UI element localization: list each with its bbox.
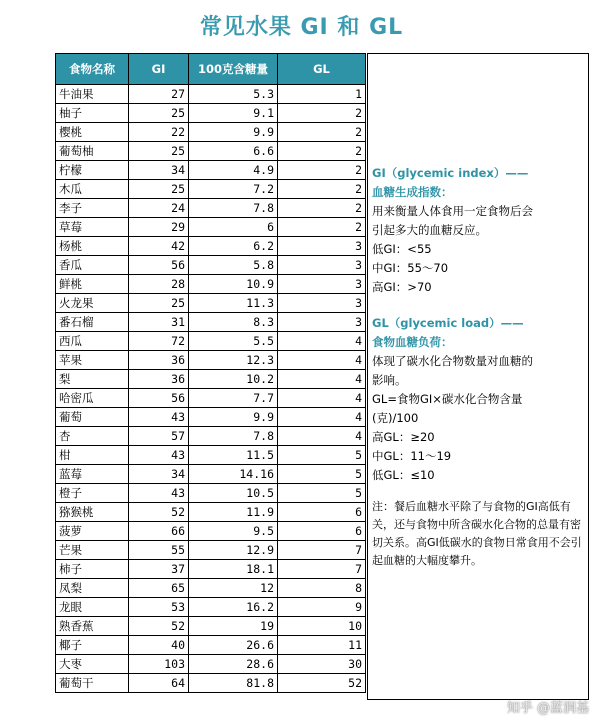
gl-heading: GL（glycemic load）—— — [372, 316, 524, 330]
gi-cell: 42 — [129, 237, 189, 256]
sugar-cell: 5.5 — [189, 332, 278, 351]
food-name-cell: 哈密瓜 — [56, 389, 129, 408]
table-row — [56, 389, 366, 408]
gl-cell: 3 — [278, 256, 366, 275]
gl-cell: 8 — [278, 579, 366, 598]
gi-cell: 56 — [129, 389, 189, 408]
gl-cell: 5 — [278, 484, 366, 503]
gl-cell: 2 — [278, 104, 366, 123]
gi-cell: 72 — [129, 332, 189, 351]
gl-cell: 7 — [278, 560, 366, 579]
gl-line: 高GL：≥20 — [372, 430, 435, 444]
gi-subheading: 血糖生成指数： — [372, 185, 453, 199]
gi-cell: 34 — [129, 161, 189, 180]
gi-cell: 22 — [129, 123, 189, 142]
table-row — [56, 313, 366, 332]
gl-cell: 11 — [278, 636, 366, 655]
gi-explanation — [372, 164, 584, 297]
gl-line: 中GL：11～19 — [372, 449, 452, 463]
gi-cell: 25 — [129, 294, 189, 313]
gi-cell: 36 — [129, 351, 189, 370]
sugar-cell: 9.9 — [189, 123, 278, 142]
gl-cell: 3 — [278, 313, 366, 332]
table-row — [56, 636, 366, 655]
explanation-panel — [367, 53, 589, 700]
sugar-cell: 10.5 — [189, 484, 278, 503]
table-row — [56, 655, 366, 674]
gi-cell: 64 — [129, 674, 189, 693]
gi-cell: 27 — [129, 85, 189, 104]
sugar-cell: 26.6 — [189, 636, 278, 655]
table-row — [56, 427, 366, 446]
table-row — [56, 85, 366, 104]
gl-cell: 2 — [278, 199, 366, 218]
table-row — [56, 351, 366, 370]
gl-line: 体现了碳水化合物数量对血糖的 — [372, 354, 533, 368]
note-text: 注：餐后血糖水平除了与食物的GI高低有关，还与食物中所含碳水化合物的总量有密切关系。高GI低碳水的食物日常食用不会引起血糖的大幅度攀升。 — [372, 500, 582, 567]
sugar-cell: 5.3 — [189, 85, 278, 104]
sugar-cell: 18.1 — [189, 560, 278, 579]
table-body — [56, 85, 366, 693]
food-name-cell: 樱桃 — [56, 123, 129, 142]
table-row — [56, 408, 366, 427]
sugar-cell: 11.3 — [189, 294, 278, 313]
gi-cell: 66 — [129, 522, 189, 541]
table-row — [56, 104, 366, 123]
sugar-cell: 16.2 — [189, 598, 278, 617]
gi-cell: 40 — [129, 636, 189, 655]
gl-cell: 30 — [278, 655, 366, 674]
gi-cell: 55 — [129, 541, 189, 560]
sugar-cell: 4.9 — [189, 161, 278, 180]
gl-line: GL=食物GI×碳水化合物含量 — [372, 392, 523, 406]
table-row — [56, 275, 366, 294]
gl-cell: 2 — [278, 142, 366, 161]
gl-cell: 3 — [278, 237, 366, 256]
table-row — [56, 674, 366, 693]
gl-cell: 6 — [278, 522, 366, 541]
food-name-cell: 柑 — [56, 446, 129, 465]
table-row — [56, 598, 366, 617]
food-name-cell: 橙子 — [56, 484, 129, 503]
sugar-cell: 7.8 — [189, 199, 278, 218]
gi-cell: 103 — [129, 655, 189, 674]
sugar-cell: 7.8 — [189, 427, 278, 446]
table-row — [56, 579, 366, 598]
food-name-cell: 龙眼 — [56, 598, 129, 617]
gi-cell: 53 — [129, 598, 189, 617]
table-row — [56, 161, 366, 180]
gl-cell: 2 — [278, 161, 366, 180]
gl-cell: 3 — [278, 294, 366, 313]
gi-cell: 56 — [129, 256, 189, 275]
gl-cell: 4 — [278, 408, 366, 427]
sugar-cell: 11.5 — [189, 446, 278, 465]
gi-cell: 34 — [129, 465, 189, 484]
sugar-cell: 9.5 — [189, 522, 278, 541]
sugar-cell: 5.8 — [189, 256, 278, 275]
sugar-cell: 9.1 — [189, 104, 278, 123]
sugar-cell: 81.8 — [189, 674, 278, 693]
gi-line: 中GI：55～70 — [372, 261, 449, 275]
food-name-cell: 杨桃 — [56, 237, 129, 256]
food-name-cell: 蓝莓 — [56, 465, 129, 484]
gl-cell: 5 — [278, 446, 366, 465]
gi-cell: 43 — [129, 408, 189, 427]
gl-cell: 4 — [278, 351, 366, 370]
gi-line: 高GI：>70 — [372, 280, 432, 294]
gi-gl-table — [55, 53, 366, 693]
page-title: 常见水果 GI 和 GL — [199, 15, 404, 40]
food-name-cell: 凤梨 — [56, 579, 129, 598]
gi-line: 低GI：<55 — [372, 242, 432, 256]
sugar-cell: 9.9 — [189, 408, 278, 427]
food-name-cell: 菠萝 — [56, 522, 129, 541]
gl-cell: 7 — [278, 541, 366, 560]
sugar-cell: 12.9 — [189, 541, 278, 560]
table-row — [56, 142, 366, 161]
gl-cell: 1 — [278, 85, 366, 104]
gl-cell: 4 — [278, 389, 366, 408]
sugar-cell: 6 — [189, 218, 278, 237]
gl-cell: 6 — [278, 503, 366, 522]
header-gl: GL — [278, 54, 366, 85]
header-gi: GI — [129, 54, 189, 85]
table-row — [56, 484, 366, 503]
table-row — [56, 503, 366, 522]
table-row — [56, 180, 366, 199]
food-name-cell: 柚子 — [56, 104, 129, 123]
watermark: 知乎 @蓝润基 — [506, 701, 589, 716]
gi-cell: 52 — [129, 503, 189, 522]
table-row — [56, 123, 366, 142]
gl-subheading: 食物血糖负荷： — [372, 335, 453, 349]
table-row — [56, 446, 366, 465]
gi-cell: 57 — [129, 427, 189, 446]
food-name-cell: 芒果 — [56, 541, 129, 560]
gl-cell: 2 — [278, 180, 366, 199]
gl-line: (克)/100 — [372, 411, 419, 425]
gl-cell: 10 — [278, 617, 366, 636]
table-row — [56, 522, 366, 541]
food-name-cell: 椰子 — [56, 636, 129, 655]
gi-cell: 43 — [129, 484, 189, 503]
food-name-cell: 李子 — [56, 199, 129, 218]
sugar-cell: 14.16 — [189, 465, 278, 484]
food-name-cell: 火龙果 — [56, 294, 129, 313]
gi-cell: 25 — [129, 142, 189, 161]
food-name-cell: 柿子 — [56, 560, 129, 579]
sugar-cell: 6.2 — [189, 237, 278, 256]
sugar-cell: 8.3 — [189, 313, 278, 332]
food-name-cell: 葡萄干 — [56, 674, 129, 693]
food-name-cell: 鲜桃 — [56, 275, 129, 294]
gi-cell: 25 — [129, 104, 189, 123]
sugar-cell: 10.9 — [189, 275, 278, 294]
sugar-cell: 7.2 — [189, 180, 278, 199]
header-food-name: 食物名称 — [56, 54, 129, 85]
gi-cell: 24 — [129, 199, 189, 218]
table-row — [56, 617, 366, 636]
table-row — [56, 332, 366, 351]
gl-cell: 4 — [278, 370, 366, 389]
gl-cell: 52 — [278, 674, 366, 693]
header-sugar: 100克含糖量 — [189, 54, 278, 85]
gi-cell: 28 — [129, 275, 189, 294]
sugar-cell: 12 — [189, 579, 278, 598]
sugar-cell: 6.6 — [189, 142, 278, 161]
sugar-cell: 7.7 — [189, 389, 278, 408]
gl-cell: 9 — [278, 598, 366, 617]
food-name-cell: 番石榴 — [56, 313, 129, 332]
gi-cell: 43 — [129, 446, 189, 465]
gi-cell: 25 — [129, 180, 189, 199]
food-name-cell: 梨 — [56, 370, 129, 389]
gi-cell: 37 — [129, 560, 189, 579]
gl-cell: 4 — [278, 332, 366, 351]
gi-cell: 52 — [129, 617, 189, 636]
sugar-cell: 11.9 — [189, 503, 278, 522]
sugar-cell: 10.2 — [189, 370, 278, 389]
gi-cell: 29 — [129, 218, 189, 237]
gl-cell: 2 — [278, 218, 366, 237]
food-name-cell: 熟香蕉 — [56, 617, 129, 636]
food-name-cell: 草莓 — [56, 218, 129, 237]
food-name-cell: 牛油果 — [56, 85, 129, 104]
gl-line: 低GL：≤10 — [372, 468, 435, 482]
food-name-cell: 木瓜 — [56, 180, 129, 199]
table-header-row — [56, 54, 366, 85]
food-name-cell: 葡萄 — [56, 408, 129, 427]
gi-heading: GI（glycemic index）—— — [372, 166, 529, 180]
gl-cell: 4 — [278, 427, 366, 446]
gi-cell: 36 — [129, 370, 189, 389]
food-name-cell: 杏 — [56, 427, 129, 446]
table-row — [56, 199, 366, 218]
table-row — [56, 541, 366, 560]
table-row — [56, 294, 366, 313]
food-name-cell: 猕猴桃 — [56, 503, 129, 522]
table-row — [56, 370, 366, 389]
gi-cell: 65 — [129, 579, 189, 598]
food-name-cell: 香瓜 — [56, 256, 129, 275]
table-row — [56, 560, 366, 579]
food-name-cell: 苹果 — [56, 351, 129, 370]
gi-line: 引起多大的血糖反应。 — [372, 223, 487, 237]
food-name-cell: 大枣 — [56, 655, 129, 674]
table-row — [56, 237, 366, 256]
food-name-cell: 葡萄柚 — [56, 142, 129, 161]
gl-cell: 2 — [278, 123, 366, 142]
table-row — [56, 256, 366, 275]
food-name-cell: 西瓜 — [56, 332, 129, 351]
table-row — [56, 218, 366, 237]
gl-cell: 3 — [278, 275, 366, 294]
sugar-cell: 19 — [189, 617, 278, 636]
gl-cell: 5 — [278, 465, 366, 484]
gl-line: 影响。 — [372, 373, 407, 387]
gl-explanation — [372, 314, 584, 485]
sugar-cell: 12.3 — [189, 351, 278, 370]
sugar-cell: 28.6 — [189, 655, 278, 674]
table-row — [56, 465, 366, 484]
gi-cell: 31 — [129, 313, 189, 332]
food-name-cell: 柠檬 — [56, 161, 129, 180]
gi-line: 用来衡量人体食用一定食物后会 — [372, 204, 533, 218]
